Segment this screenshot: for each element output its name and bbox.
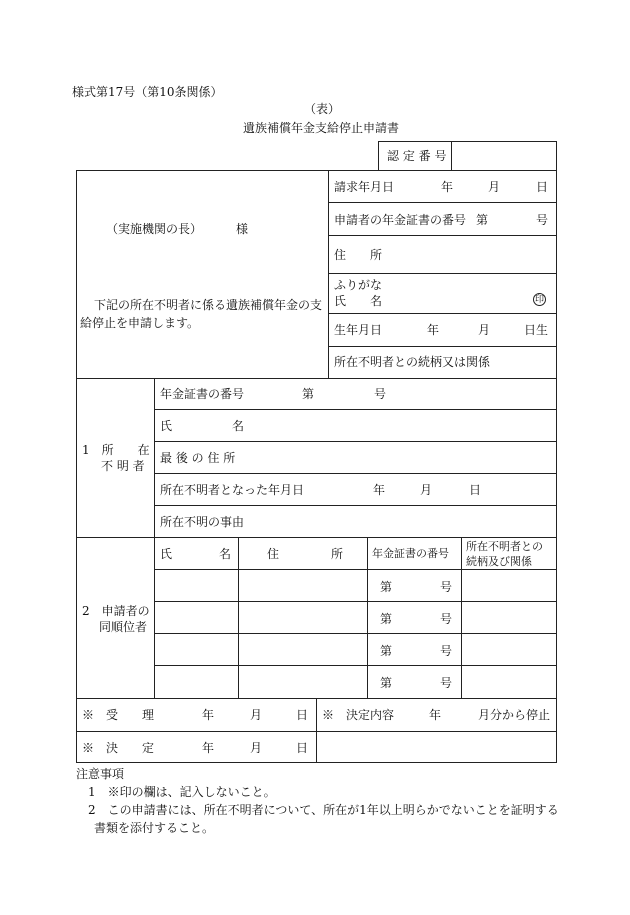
decision-from-month: 月分から停止 — [478, 708, 551, 722]
request-date-month[interactable]: 月 — [488, 180, 501, 194]
applicant-dob-year[interactable]: 年 — [427, 323, 440, 337]
decided-day: 日 — [296, 741, 309, 755]
missing-last-address-label: 最 後 の 住 所 — [160, 451, 236, 465]
missing-date-day[interactable]: 日 — [469, 483, 482, 497]
order-row-4-dai: 第 — [380, 676, 393, 690]
form-side: （表） — [304, 102, 341, 116]
decided-year: 年 — [202, 741, 215, 755]
order-row-4-go: 号 — [440, 676, 453, 690]
decision-content-label: ※ 決定内容 — [322, 708, 395, 722]
applicant-dob-suffix[interactable]: 日生 — [524, 323, 549, 337]
form-number: 様式第17号（第10条関係） — [72, 85, 223, 99]
missing-name-mei: 名 — [232, 419, 245, 433]
received-label: ※ 受 理 — [82, 708, 155, 722]
request-date-label: 請求年月日 — [334, 180, 395, 194]
note-2-line-1: 2 この申請書には、所在不明者について、所在が1年以上明らかでないことを証明する — [88, 803, 559, 817]
request-date-year[interactable]: 年 — [441, 180, 454, 194]
note-1: 1 ※印の欄は、記入しないこと。 — [88, 785, 276, 799]
received-month: 月 — [250, 708, 263, 722]
order-col-ju: 住 — [267, 547, 280, 561]
form-table — [76, 170, 557, 763]
order-col-sho: 所 — [331, 547, 344, 561]
statement-line-1: 下記の所在不明者に係る遺族補償年金の支 — [94, 298, 323, 312]
applicant-cert-label: 申請者の年金証書の番号 — [334, 213, 467, 227]
order-row-3-dai: 第 — [380, 644, 393, 658]
missing-name-shi: 氏 — [160, 419, 173, 433]
order-col-mei: 名 — [219, 547, 232, 561]
missing-cert-dai: 第 — [302, 387, 315, 401]
order-col-relation-2: 続柄及び関係 — [466, 555, 532, 568]
missing-cert-go: 号 — [374, 387, 387, 401]
applicant-address-label: 住 所 — [334, 248, 383, 262]
applicant-name-label: 氏 名 — [334, 294, 383, 308]
order-row-2-go: 号 — [440, 612, 453, 626]
missing-date-label: 所在不明者となった年月日 — [160, 483, 305, 497]
missing-cert-label: 年金証書の番号 — [160, 387, 245, 401]
order-col-shi: 氏 — [160, 547, 173, 561]
order-row-2-dai: 第 — [380, 612, 393, 626]
missing-section-label-1: 1 所 在 — [82, 443, 150, 457]
applicant-furigana-label: ふりがな — [334, 278, 383, 292]
page-title: 遺族補償年金支給停止申請書 — [243, 121, 400, 135]
missing-reason-label: 所在不明の事由 — [160, 515, 245, 529]
request-date-day[interactable]: 日 — [536, 180, 549, 194]
seal-icon: 印 — [534, 295, 544, 305]
decided-month: 月 — [250, 741, 263, 755]
order-section-label-2: 同順位者 — [99, 620, 148, 634]
decision-year: 年 — [429, 708, 442, 722]
missing-date-year[interactable]: 年 — [373, 483, 386, 497]
order-row-3-go: 号 — [440, 644, 453, 658]
cert-number-label: 認 定 番 号 — [387, 149, 447, 163]
notes-title: 注意事項 — [76, 767, 125, 781]
addressee-honorific: 様 — [236, 222, 249, 236]
missing-section-label-2: 不 明 者 — [101, 459, 145, 473]
applicant-dob-label: 生年月日 — [334, 323, 383, 337]
received-day: 日 — [296, 708, 309, 722]
cert-number-value[interactable] — [458, 149, 552, 163]
order-col-relation-1: 所在不明者との — [466, 540, 543, 553]
statement-line-2: 給停止を申請します。 — [80, 316, 200, 330]
addressee-org: （実施機関の長） — [106, 222, 203, 236]
order-col-cert: 年金証書の番号 — [372, 547, 449, 560]
missing-date-month[interactable]: 月 — [420, 483, 433, 497]
applicant-relation-label: 所在不明者との続柄又は関係 — [334, 355, 491, 369]
applicant-cert-go: 号 — [536, 213, 549, 227]
decided-label: ※ 決 定 — [82, 741, 155, 755]
received-year: 年 — [202, 708, 215, 722]
order-row-1-go: 号 — [440, 580, 453, 594]
applicant-dob-month[interactable]: 月 — [478, 323, 491, 337]
order-section-label-1: 2 申請者の — [82, 604, 150, 618]
note-2-line-2: 書類を添付すること。 — [94, 821, 215, 835]
applicant-cert-dai: 第 — [476, 213, 489, 227]
order-row-1-dai: 第 — [380, 580, 393, 594]
